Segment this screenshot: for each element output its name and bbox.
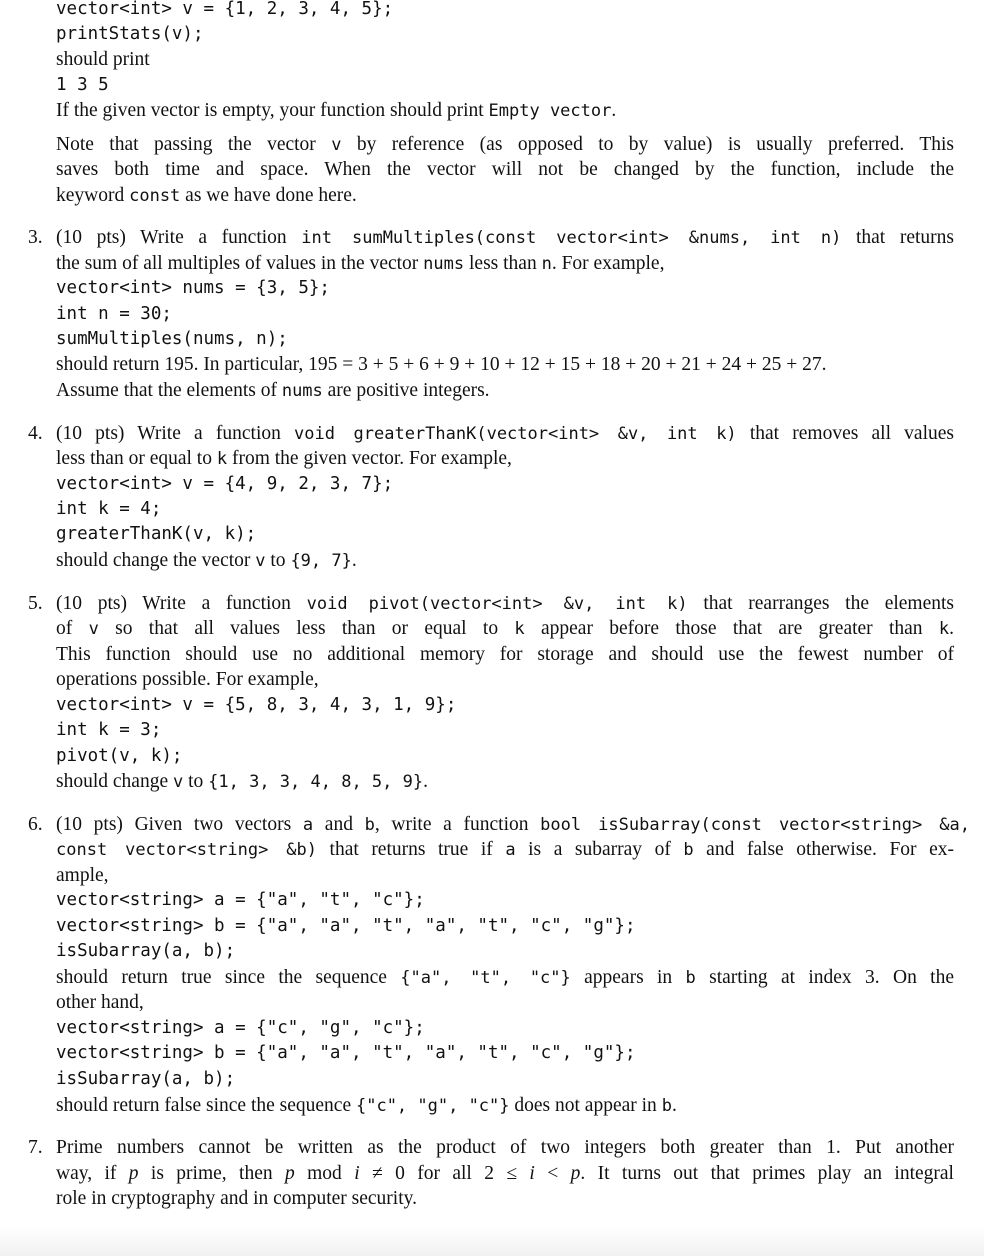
problem-text: (10 pts) Write a function void greaterThanK(vector<int> &v, int k) that removes all values — [56, 423, 955, 444]
problem-text: should return false since the sequence {"c", "g", "c"} does not appear in b. — [56, 1095, 677, 1116]
code-line: vector<int> nums = {3, 5}; — [56, 278, 330, 298]
code-line: vector<int> v = {5, 8, 3, 4, 3, 1, 9}; — [56, 695, 457, 715]
code-line: vector<string> a = {"c", "g", "c"}; — [56, 1018, 425, 1038]
problem-text: other hand, — [56, 992, 144, 1013]
code-line: int k = 4; — [56, 499, 162, 519]
problem-text: Assume that the elements of nums are positive integers. — [56, 380, 490, 401]
problem-text: should return true since the sequence {"a", "t", "c"} appears in b starting at index 3. On the — [56, 967, 954, 988]
code-line: int n = 30; — [56, 304, 172, 324]
page-bottom-edge — [0, 1226, 984, 1256]
code-line: vector<string> a = {"a", "t", "c"}; — [56, 890, 425, 910]
problem-number: 4. — [28, 423, 43, 444]
code-line: vector<string> b = {"a", "a", "t", "a", "t", "c", "g"}; — [56, 916, 636, 936]
code-line: vector<string> b = {"a", "a", "t", "a", "t", "c", "g"}; — [56, 1043, 636, 1063]
code-line: 1 3 5 — [56, 75, 109, 95]
problem-text: less than or equal to k from the given vector. For example, — [56, 448, 512, 469]
note-line: saves both time and space. When the vector will not be changed by the function, include the — [56, 159, 954, 180]
problem-text: (10 pts) Given two vectors a and b, write a function bool isSubarray(const vector<string> &a, — [56, 814, 970, 835]
problem-text: This function should use no additional memory for storage and should use the fewest number of — [56, 644, 954, 665]
problem-number: 3. — [28, 227, 43, 248]
problem-number: 6. — [28, 814, 43, 835]
note-line: Note that passing the vector v by reference (as opposed to by value) is usually preferred. This — [56, 134, 954, 155]
code-line: greaterThanK(v, k); — [56, 524, 257, 544]
code-line: isSubarray(a, b); — [56, 1069, 236, 1089]
code-line: vector<int> v = {1, 2, 3, 4, 5}; — [56, 0, 394, 19]
code-line: vector<int> v = {4, 9, 2, 3, 7}; — [56, 474, 394, 494]
text-line: If the given vector is empty, your function should print Empty vector. — [56, 100, 617, 121]
code-line: int k = 3; — [56, 720, 162, 740]
problem-text: of v so that all values less than or equal to k appear before those that are greater than k. — [56, 618, 955, 639]
problem-text: should change v to {1, 3, 3, 4, 8, 5, 9}. — [56, 771, 428, 792]
problem-text: should change the vector v to {9, 7}. — [56, 550, 357, 571]
problem-number: 7. — [28, 1137, 43, 1158]
code-line: pivot(v, k); — [56, 746, 183, 766]
problem-text: should return 195. In particular, 195 = 3 + 5 + 6 + 9 + 10 + 12 + 15 + 18 + 20 + 21 + 24 + 25 + 27. — [56, 354, 827, 375]
problem-text: role in cryptography and in computer security. — [56, 1188, 417, 1209]
problem-text: const vector<string> &b) that returns true if a is a subarray of b and false otherwise. For ex- — [56, 839, 954, 860]
problem-text: (10 pts) Write a function void pivot(vector<int> &v, int k) that rearranges the elements — [56, 593, 954, 614]
problem-number: 5. — [28, 593, 43, 614]
problem-text: (10 pts) Write a function int sumMultiples(const vector<int> &nums, int n) that returns — [56, 227, 955, 248]
code-line: printStats(v); — [56, 24, 204, 44]
code-line: isSubarray(a, b); — [56, 941, 236, 961]
text-line: should print — [56, 49, 150, 70]
problem-text: way, if p is prime, then p mod i ≠ 0 for all 2 ≤ i < p. It turns out that primes play an integral — [56, 1163, 954, 1184]
problem-text: ample, — [56, 865, 109, 886]
problem-text: operations possible. For example, — [56, 669, 319, 690]
code-line: sumMultiples(nums, n); — [56, 329, 288, 349]
problem-text: Prime numbers cannot be written as the product of two integers both greater than 1. Put another — [56, 1137, 954, 1158]
problem-text: the sum of all multiples of values in the vector nums less than n. For example, — [56, 253, 665, 274]
note-line: keyword const as we have done here. — [56, 185, 357, 206]
